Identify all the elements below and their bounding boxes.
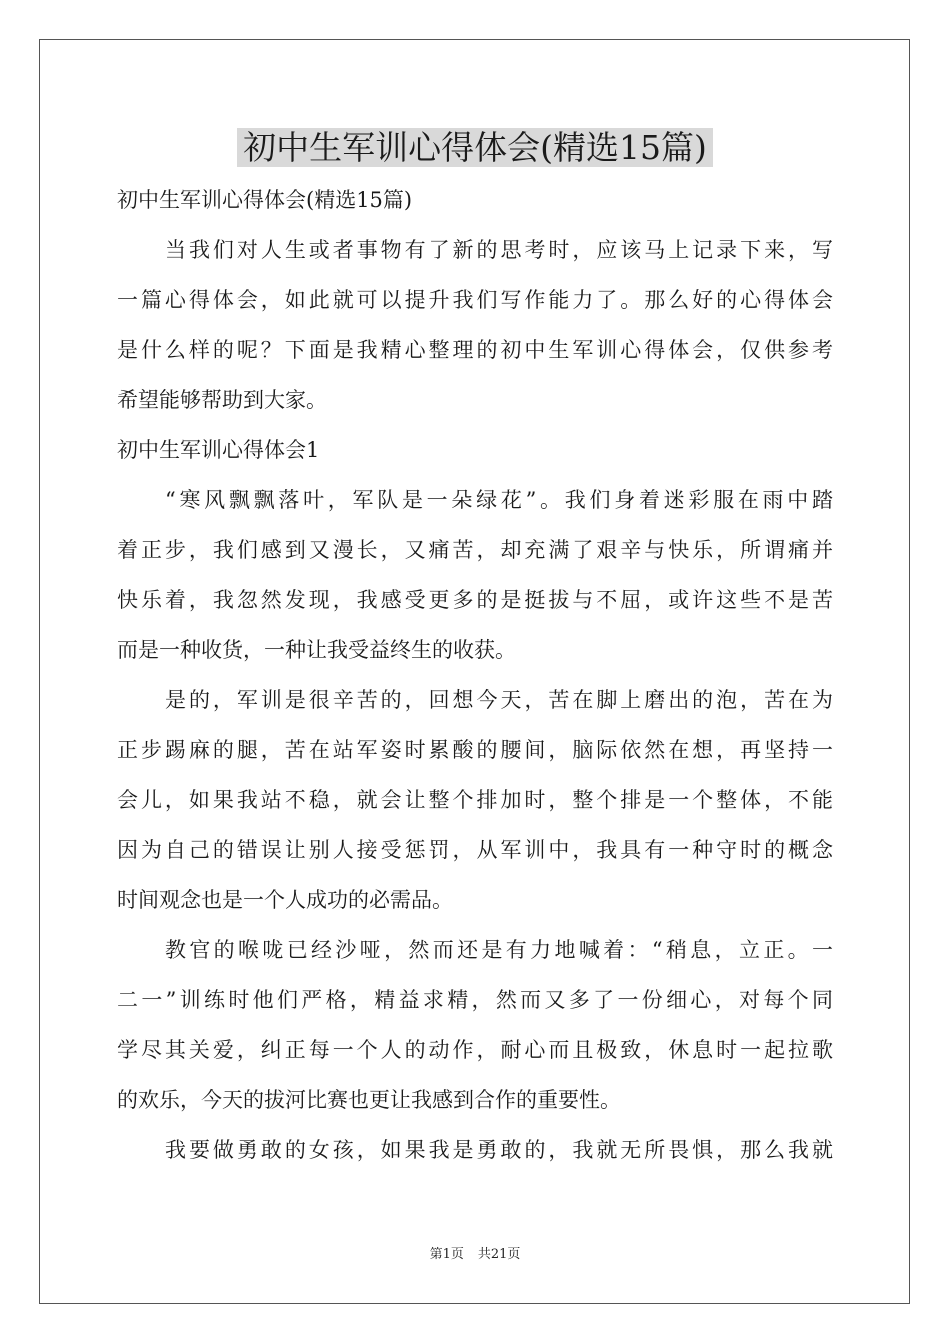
text-line: 是什么样的呢？下面是我精心整理的初中生军训心得体会，仅供参考 (117, 338, 833, 362)
document-title-text: 初中生军训心得体会(精选15篇) (237, 128, 713, 167)
text-line: 二一”训练时他们严格，精益求精，然而又多了一份细心，对每个同 (117, 988, 833, 1012)
text-line: 一篇心得体会，如此就可以提升我们写作能力了。那么好的心得体会 (117, 288, 833, 312)
text-line: 是的，军训是很辛苦的，回想今天，苦在脚上磨出的泡，苦在为 (165, 688, 833, 712)
text-line: 着正步，我们感到又漫长，又痛苦，却充满了艰辛与快乐，所谓痛并 (117, 538, 833, 562)
text-line: “寒风飘飘落叶，军队是一朵绿花”。我们身着迷彩服在雨中踏 (165, 488, 833, 512)
text-line: 的欢乐，今天的拔河比赛也更让我感到合作的重要性。 (117, 1088, 621, 1112)
text-line: 学尽其关爱，纠正每一个人的动作，耐心而且极致，休息时一起拉歌 (117, 1038, 833, 1062)
page-total: 共21页 (477, 1247, 521, 1262)
page-number: 第1页 (429, 1247, 464, 1262)
document-body (117, 175, 833, 1175)
text-line: 时间观念也是一个人成功的必需品。 (117, 888, 453, 912)
document-title (0, 126, 950, 170)
text-line: 快乐着，我忽然发现，我感受更多的是挺拔与不屈，或许这些不是苦 (117, 588, 833, 612)
text-line: 希望能够帮助到大家。 (117, 388, 327, 412)
text-line: 教官的喉咙已经沙哑，然而还是有力地喊着：“稍息，立正。一 (165, 938, 833, 962)
text-line: 因为自己的错误让别人接受惩罚，从军训中，我具有一种守时的概念 (117, 838, 833, 862)
text-line: 初中生军训心得体会(精选15篇) (117, 188, 413, 212)
text-line: 我要做勇敢的女孩，如果我是勇敢的，我就无所畏惧，那么我就 (165, 1138, 833, 1162)
text-line: 而是一种收货，一种让我受益终生的收获。 (117, 638, 516, 662)
text-line: 会儿，如果我站不稳，就会让整个排加时，整个排是一个整体，不能 (117, 788, 833, 812)
page-footer (0, 1246, 950, 1264)
text-line: 当我们对人生或者事物有了新的思考时，应该马上记录下来，写 (165, 238, 833, 262)
text-line: 初中生军训心得体会1 (117, 438, 320, 462)
text-line: 正步踢麻的腿，苦在站军姿时累酸的腰间，脑际依然在想，再坚持一 (117, 738, 833, 762)
